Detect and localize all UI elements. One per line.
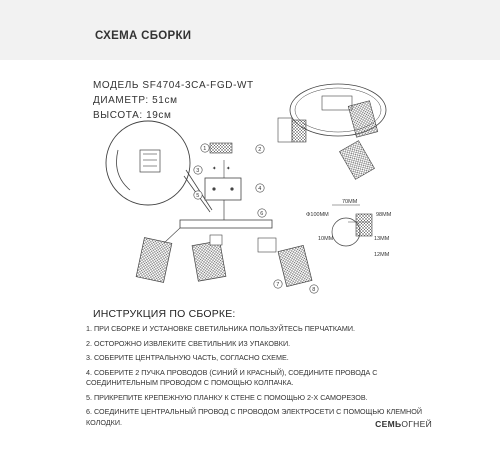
instruction-step: 3. СОБЕРИТЕ ЦЕНТРАЛЬНУЮ ЧАСТЬ, СОГЛАСНО СХЕМЕ. (86, 353, 289, 362)
svg-text:1: 1 (203, 146, 207, 152)
dim-label-100: Φ100MM (306, 212, 329, 218)
svg-text:5: 5 (196, 193, 200, 199)
instruction-steps (86, 324, 426, 432)
height-line: ВЫСОТА: 19см (93, 110, 172, 121)
svg-text:4: 4 (258, 186, 262, 192)
svg-text:✦: ✦ (226, 166, 231, 172)
svg-text:2: 2 (258, 147, 262, 153)
spot-lamp-right (258, 238, 312, 287)
callout-7 (274, 280, 282, 288)
spot-lamp-left (136, 228, 180, 282)
instruction-step: 1. ПРИ СБОРКЕ И УСТАНОВКЕ СВЕТИЛЬНИКА ПОЛЬЗУЙТЕСЬ ПЕРЧАТКАМИ. (86, 324, 355, 333)
dimension-drawing (306, 199, 392, 258)
callout-8 (310, 285, 318, 293)
model-line: МОДЕЛЬ SF4704-3CA-FGD-WT (93, 80, 254, 91)
svg-text:8: 8 (312, 287, 316, 293)
callout-4 (256, 184, 264, 192)
dim-label-70: 70MM (342, 199, 358, 205)
svg-text:3: 3 (196, 168, 200, 174)
svg-text:✦: ✦ (212, 166, 217, 172)
dim-label-13: 13MM (374, 236, 390, 242)
instruction-step: 5. ПРИКРЕПИТЕ КРЕПЕЖНУЮ ПЛАНКУ К СТЕНЕ С ПОМОЩЬЮ 2-Х САМОРЕЗОВ. (86, 392, 368, 402)
instruction-step: 6. СОЕДИНИТЕ ЦЕНТРАЛЬНЫЙ ПРОВОД С ПРОВОДОМ ЭЛЕКТРОСЕТИ С ПОМОЩЬЮ КЛЕМНОЙ КОЛОДКИ. (86, 407, 422, 427)
page-title: СХЕМА СБОРКИ (95, 30, 192, 42)
ring-fixture (278, 84, 386, 179)
svg-text:6: 6 (260, 211, 264, 217)
brand-light: ОГНЕЙ (401, 419, 432, 429)
callout-6 (258, 209, 266, 217)
brand-bold: СЕМЬ (375, 419, 402, 429)
callout-1 (201, 144, 209, 152)
instructions-title: ИНСТРУКЦИЯ ПО СБОРКЕ: (93, 308, 236, 320)
instruction-step: 4. СОБЕРИТЕ 2 ПУЧКА ПРОВОДОВ (СИНИЙ И КРАСНЫЙ), СОЕДИНИТЕ ПРОВОДА С СОЕДИНИТЕЛЬНЫМ ПРОВОДОМ С ПОМОЩЬЮ КОЛПАЧКА. (86, 367, 378, 387)
diameter-line: ДИАМЕТР: 51см (93, 95, 178, 106)
mounting-plate (205, 143, 241, 200)
dim-label-98: 98MM (376, 212, 392, 218)
brand-logo (375, 419, 432, 429)
dim-label-10: 10MM (318, 236, 334, 242)
dim-label-12: 12MM (374, 252, 390, 258)
callout-2 (256, 145, 264, 153)
callout-5 (194, 191, 202, 199)
svg-text:7: 7 (276, 282, 280, 288)
callout-3 (194, 166, 202, 174)
spot-lamp-center (192, 235, 226, 281)
instruction-step: 2. ОСТОРОЖНО ИЗВЛЕКИТЕ СВЕТИЛЬНИК ИЗ УПАКОВКИ. (86, 338, 291, 348)
